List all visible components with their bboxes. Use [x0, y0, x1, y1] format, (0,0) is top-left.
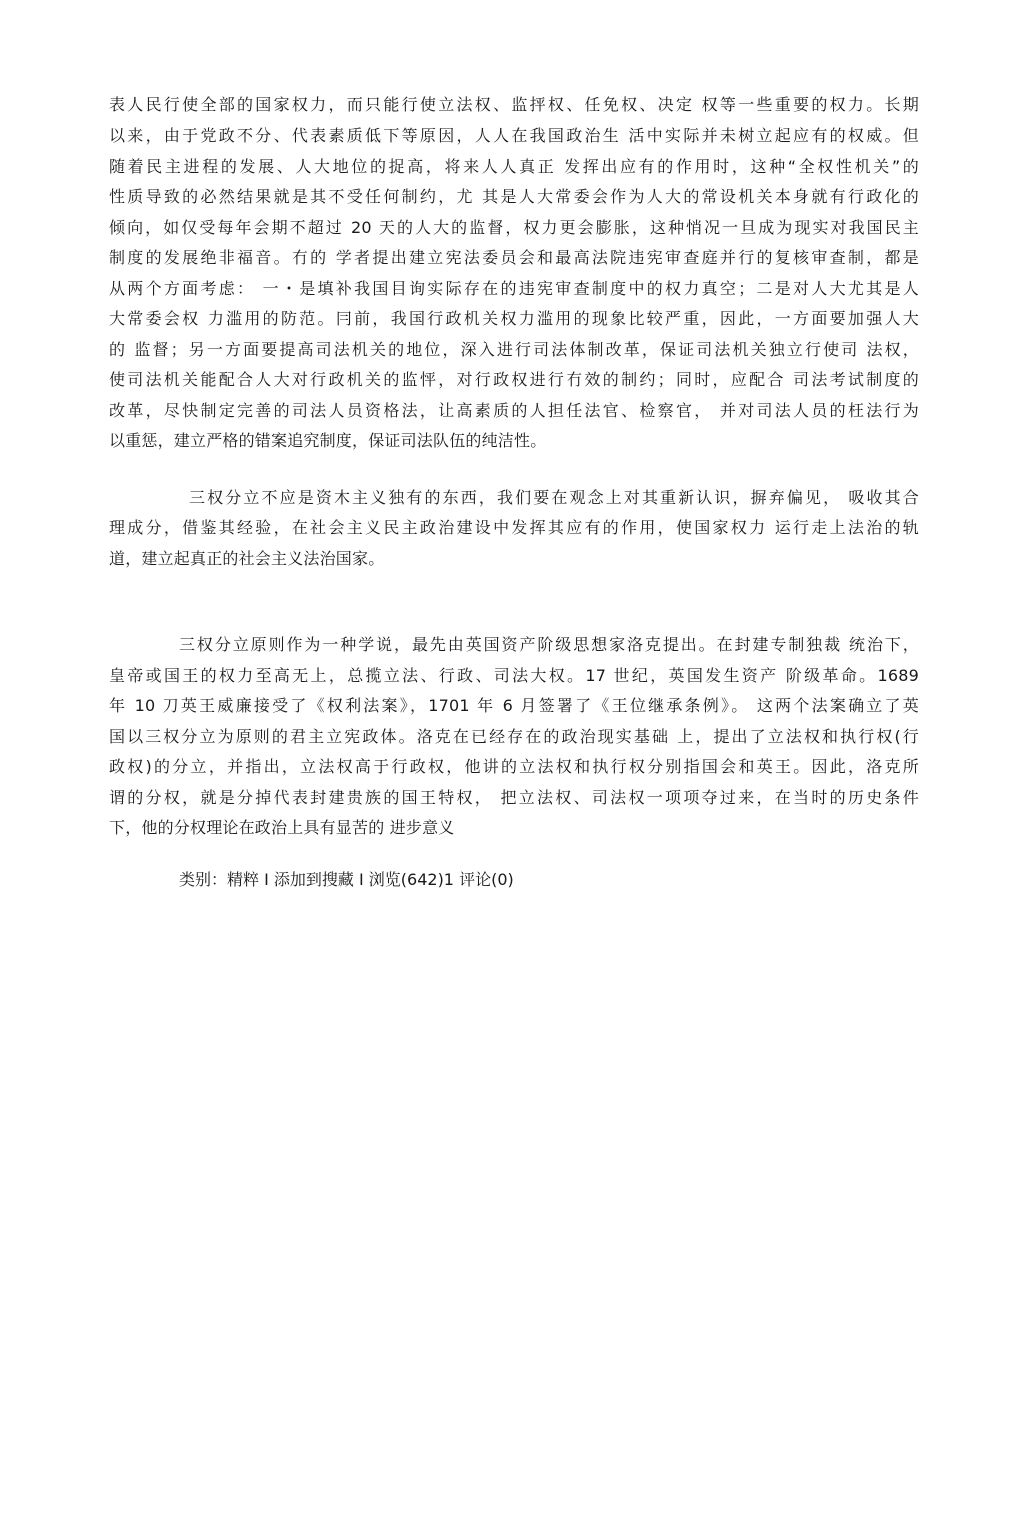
article-meta-footer: 类别：精粹 I 添加到搜藏 I 浏览(642)1 评论(0)	[179, 870, 514, 889]
paragraph-1-line: 倾向，如仅受每年会期不超过 20 天的人大的监督，权力更会膨胀，这种悄况一旦成为现实对我国民主	[109, 218, 919, 237]
paragraph-3-line: 国以三权分立为原则的君主立宪政体。洛克在已经存在的政治现实基础 上，提出了立法权和执行权(行	[109, 727, 919, 746]
paragraph-1-line: 大常委会权 力滥用的防范。冃前，我国行政机关权力滥用的现象比较严重，因此，一方面要加强人大	[109, 309, 919, 328]
paragraph-1-line: 从两个方面考虑： 一・是填补我国目询实际存在的违宪审查制度中的权力真空；二是对人大尤其是人	[109, 279, 919, 298]
paragraph-1-line: 改革，尽快制定完善的司法人员资格法，让高素质的人担任法官、检察官， 并对司法人员的枉法行为	[109, 401, 919, 420]
paragraph-3-line: 下，他的分权理论在政治上具有显苦的 进步意义	[109, 818, 455, 837]
paragraph-1-line: 的 监督；另一方面要提高司法机关的地位，深入进行司法体制改革，保证司法机关独立行使司 法权，	[109, 340, 919, 359]
paragraph-1-line: 性质导致的必然结果就是其不受任何制约，尤 其是人大常委会作为人大的常设机关本身就有行政化的	[109, 187, 919, 206]
paragraph-2-line: 道，建立起真正的社会主义法治国家。	[109, 549, 385, 568]
paragraph-1-line: 以来，由于党政不分、代表素质低下等原因，人人在我国政治生 活中实际并未树立起应有的权威。但	[109, 126, 919, 145]
paragraph-3-line: 谓的分权，就是分掉代表封建贵族的国王特权， 把立法权、司法权一项项夺过来，在当时的历史条件	[109, 788, 919, 807]
paragraph-2-line: 理成分，借鉴其经验，在社会主义民主政治建设中发挥其应有的作用，使国家权力 运行走上法治的轨	[109, 518, 919, 537]
paragraph-1-line: 表人民行使全部的国家权力，而只能行使立法权、监抨权、任免权、决定 权等一些重要的权力。长期	[109, 95, 919, 114]
paragraph-3-line: 皇帝或国王的权力至高无上，总揽立法、行政、司法大权。17 世纪，英国发生资产 阶级革命。1689	[109, 666, 919, 685]
paragraph-2-line: 三权分立不应是资木主义独有的东西，我们要在观念上对其重新认识，摒弃偏见， 吸收其合	[189, 488, 919, 507]
paragraph-1-line: 随着民主进程的发展、人大地位的捉高，将来人人真正 发挥出应有的作用时，这种“全权性机关”的	[109, 157, 919, 176]
paragraph-1-line: 使司法机关能配合人大对行政机关的监怦，对行政权进行冇效的制约；同时，应配合 司法考试制度的	[109, 370, 919, 389]
paragraph-3-line: 三权分立原则作为一种学说，最先由英国资产阶级思想家洛克提出。在封建专制独裁 统治下，	[179, 635, 919, 654]
paragraph-1-line: 制度的发展绝非福音。冇的 学者提出建立宪法委员会和最高法院违宪审查庭并行的复核审查制，都是	[109, 248, 919, 267]
paragraph-1-line: 以重惩，建立严格的错案追究制度，保证司法队伍的纯洁性。	[109, 431, 547, 450]
paragraph-3-line: 年 10 刀英王威廉接受了《权利法案》，1701 年 6 月签署了《王位继承条例》。 这两个法案确立了英	[109, 696, 919, 715]
paragraph-3-line: 政权)的分立，并指出，立法权高于行政权，他讲的立法权和执行权分别指国会和英王。因此，洛克所	[109, 757, 919, 776]
